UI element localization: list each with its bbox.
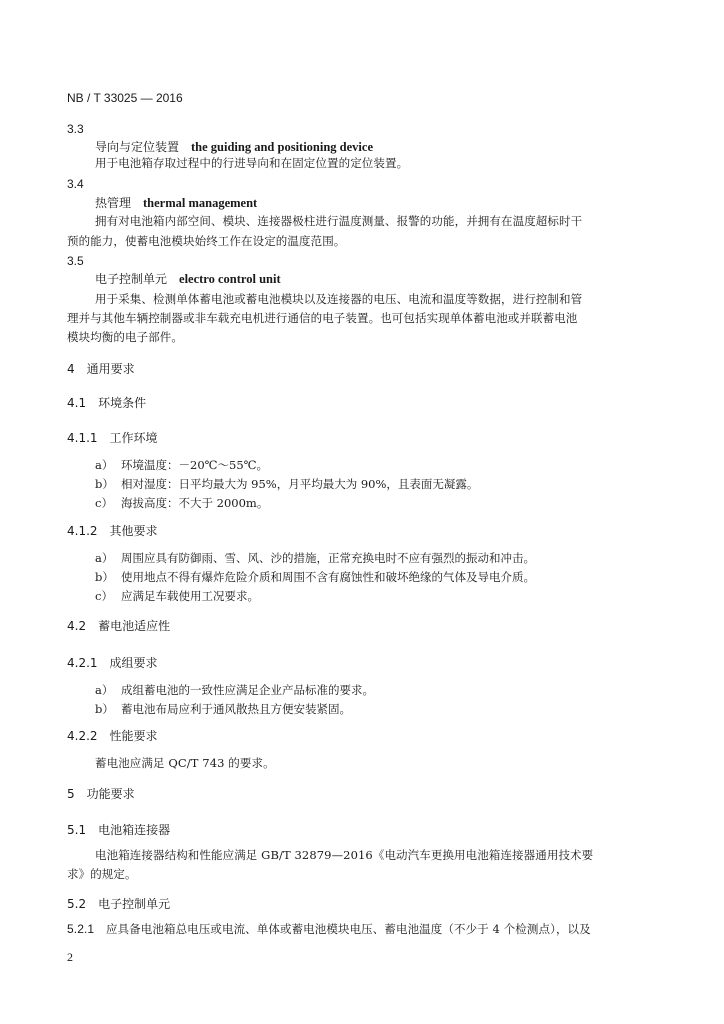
list-item	[95, 569, 535, 585]
term-title-en: the guiding and positioning device	[191, 140, 374, 154]
list-marker: a）	[95, 458, 114, 472]
paragraph: 蓄电池应满足 QC/T 743 的要求。	[95, 756, 275, 770]
list-item	[95, 550, 535, 566]
section-heading: 4.2.2 性能要求	[67, 729, 158, 743]
term-title	[95, 138, 373, 155]
list-item	[95, 495, 269, 511]
term-title-en: thermal management	[143, 196, 258, 210]
list-item	[95, 682, 374, 698]
section-heading: 4.2 蓄电池适应性	[67, 619, 171, 633]
section-heading: 4.1.2 其他要求	[67, 524, 158, 538]
term-number: 3.4	[67, 177, 84, 191]
section-heading: 4 通用要求	[67, 362, 135, 376]
page-number: 2	[67, 950, 73, 964]
paragraph-line: 求》的规定。	[67, 867, 137, 881]
list-text: 相对湿度：日平均最大为 95%，月平均最大为 90%，且表面无凝露。	[121, 477, 479, 491]
term-definition-line: 模块均衡的电子部件。	[67, 330, 183, 344]
paragraph-line: 电池箱连接器结构和性能应满足 GB/T 32879—2016《电动汽车更换用电池箱连接器通用技术要	[95, 848, 594, 862]
section-heading: 5 功能要求	[67, 787, 135, 801]
clause-number: 5.2.1	[67, 922, 95, 936]
term-title-zh: 热管理	[95, 196, 132, 210]
list-item	[95, 457, 268, 473]
list-item	[95, 476, 479, 492]
term-number: 3.5	[67, 254, 84, 268]
list-text: 周围应具有防御雨、雪、风、沙的措施，正常充换电时不应有强烈的振动和冲击。	[121, 551, 535, 565]
list-marker: b）	[95, 570, 114, 584]
section-heading: 4.2.1 成组要求	[67, 656, 158, 670]
term-title	[95, 194, 257, 211]
list-text: 海拔高度：不大于 2000m。	[121, 496, 269, 510]
list-text: 蓄电池布局应利于通风散热且方便安装紧固。	[121, 702, 351, 716]
term-title	[95, 270, 281, 287]
list-marker: a）	[95, 683, 114, 697]
section-heading: 4.1 环境条件	[67, 396, 147, 410]
section-heading: 4.1.1 工作环境	[67, 431, 158, 445]
list-marker: b）	[95, 477, 114, 491]
term-definition-line: 预的能力，使蓄电池模块始终工作在设定的温度范围。	[67, 234, 346, 248]
term-title-zh: 导向与定位装置	[95, 140, 180, 154]
term-definition-line: 用于电池箱存取过程中的行进导向和在固定位置的定位装置。	[95, 156, 409, 170]
paragraph-line	[67, 921, 591, 937]
list-text: 环境温度：－20℃～55℃。	[121, 458, 268, 472]
term-definition-line: 用于采集、检测单体蓄电池或蓄电池模块以及连接器的电压、电流和温度等数据，进行控制和管	[95, 292, 583, 306]
list-text: 成组蓄电池的一致性应满足企业产品标准的要求。	[121, 683, 374, 697]
section-heading: 5.2 电子控制单元	[67, 897, 171, 911]
term-definition-line: 理并与其他车辆控制器或非车载充电机进行通信的电子装置。也可包括实现单体蓄电池或并联蓄电池	[67, 311, 578, 325]
section-heading: 5.1 电池箱连接器	[67, 823, 171, 837]
list-text: 使用地点不得有爆炸危险介质和周围不含有腐蚀性和破坏绝缘的气体及导电介质。	[121, 570, 535, 584]
list-item	[95, 701, 351, 717]
list-item	[95, 588, 259, 604]
list-text: 应满足车载使用工况要求。	[121, 589, 259, 603]
list-marker: c）	[95, 589, 113, 603]
term-title-zh: 电子控制单元	[95, 272, 168, 286]
standard-id: NB / T 33025 — 2016	[67, 91, 183, 105]
clause-text: 应具备电池箱总电压或电流、单体或蓄电池模块电压、蓄电池温度（不少于 4 个检测点），以及	[105, 922, 591, 936]
list-marker: a）	[95, 551, 114, 565]
list-marker: c）	[95, 496, 113, 510]
term-number: 3.3	[67, 122, 84, 136]
list-marker: b）	[95, 702, 114, 716]
term-definition-line: 拥有对电池箱内部空间、模块、连接器极柱进行温度测量、报警的功能，并拥有在温度超标时干	[95, 214, 583, 228]
term-title-en: electro control unit	[179, 272, 281, 286]
